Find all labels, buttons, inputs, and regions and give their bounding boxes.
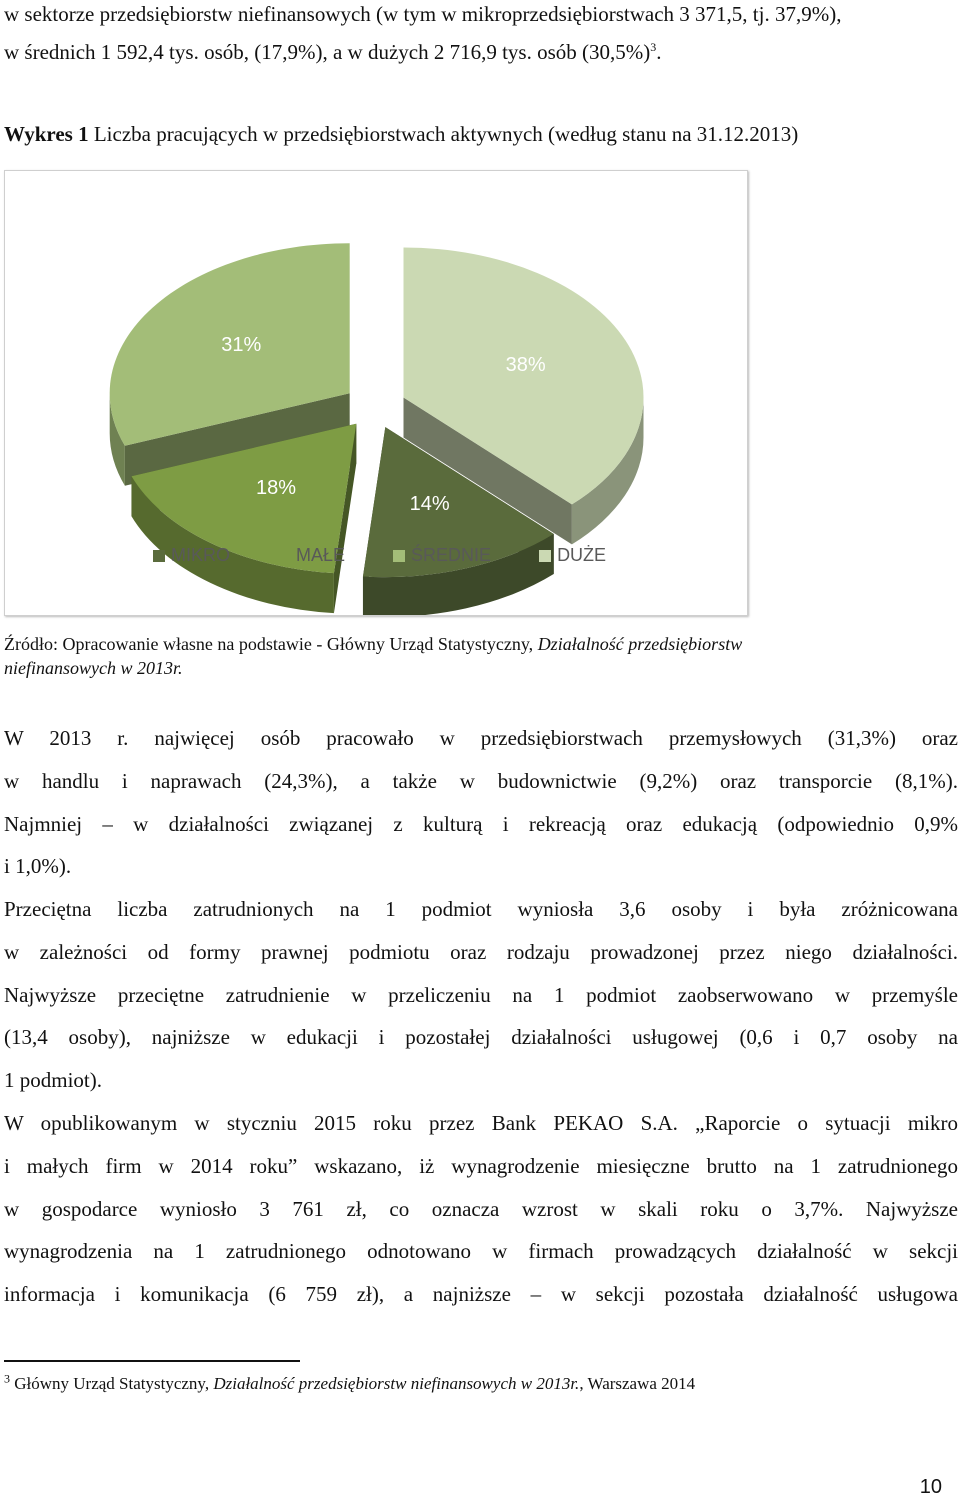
intro-line-2 xyxy=(4,40,662,65)
page-number: 10 xyxy=(919,1476,942,1498)
paragraph-3-line-3: w gospodarce wyniosło 3 761 zł, co oznacza wzrost w skali roku o 3,7%. Najwyższe xyxy=(4,1196,958,1221)
chart-legend xyxy=(153,545,606,566)
paragraph-2-line-2: w zależności od formy prawnej podmiotu oraz rodzaju prowadzonej przez niego działalności. xyxy=(4,939,958,964)
paragraph-1-line-3: Najmniej – w działalności związanej z kulturą i rekreacją oraz edukacją (odpowiednio 0,9% xyxy=(4,811,958,836)
source-prefix: Źródło: Opracowanie własne na podstawie - Główny Urząd Statystyczny, xyxy=(4,634,538,654)
legend-label: DUŻE xyxy=(557,545,607,565)
intro-line-2-end: . xyxy=(656,40,662,64)
pie-chart xyxy=(4,170,748,616)
footnote-prefix: Główny Urząd Statystyczny, xyxy=(10,1374,214,1393)
legend-item-średnie xyxy=(393,545,491,566)
figure-label: Wykres 1 xyxy=(4,122,89,146)
legend-item-małe xyxy=(278,545,345,566)
paragraph-3-line-4: wynagrodzenia na 1 zatrudnionego odnotowano w firmach prowadzących działalność w sekcji xyxy=(4,1239,958,1264)
legend-swatch xyxy=(278,550,290,562)
legend-label: MIKRO xyxy=(171,545,231,565)
source-line-1 xyxy=(4,634,958,655)
paragraph-2-line-1: Przeciętna liczba zatrudnionych na 1 podmiot wyniosła 3,6 osoby i była zróżnicowana xyxy=(4,897,958,921)
legend-item-mikro xyxy=(153,545,230,566)
paragraph-3-line-2: i małych firm w 2014 roku” wskazano, iż wynagrodzenie miesięczne brutto na 1 zatrudnionego xyxy=(4,1153,958,1178)
pie-label-duże: 38% xyxy=(505,354,546,377)
legend-swatch xyxy=(153,550,165,562)
paragraph-1-line-1: W 2013 r. najwięcej osób pracowało w przedsiębiorstwach przemysłowych (31,3%) oraz xyxy=(4,726,958,750)
footnote-separator xyxy=(4,1360,300,1362)
legend-swatch xyxy=(539,550,551,562)
figure-caption-text: Liczba pracujących w przedsiębiorstwach aktywnych (według stanu na 31.12.2013) xyxy=(88,122,799,146)
intro-line-2-text: w średnich 1 592,4 tys. osób, (17,9%), a w dużych 2 716,9 tys. osób (30,5%) xyxy=(4,40,651,64)
source-title: Działalność przedsiębiorstw xyxy=(537,634,743,654)
intro-line-1: w sektorze przedsiębiorstw niefinansowych (w tym w mikroprzedsiębiorstwach 3 371,5, tj. 37,9%), xyxy=(4,2,842,26)
legend-label: ŚREDNIE xyxy=(411,545,492,565)
pie-label-średnie: 31% xyxy=(221,334,262,357)
source-line-2 xyxy=(4,658,958,679)
footnote-suffix: , Warszawa 2014 xyxy=(579,1374,696,1393)
source-title-cont: niefinansowych w 2013r. xyxy=(4,658,183,678)
legend-item-duże xyxy=(539,545,606,566)
paragraph-1-line-2: w handlu i naprawach (24,3%), a także w budownictwie (9,2%) oraz transporcie (8,1%). xyxy=(4,768,958,793)
legend-swatch xyxy=(393,550,405,562)
footnote-ref[interactable]: 3 xyxy=(650,40,657,54)
paragraph-2-line-3: Najwyższe przeciętne zatrudnienie w przeliczeniu na 1 podmiot zaobserwowano w przemyśle xyxy=(4,982,958,1007)
pie-label-mikro: 14% xyxy=(409,492,450,515)
footnote xyxy=(4,1371,696,1394)
footnote-number: 3 xyxy=(4,1371,10,1386)
paragraph-2-line-5: 1 podmiot). xyxy=(4,1068,102,1093)
paragraph-3-line-5: informacja i komunikacja (6 759 zł), a najniższe – w sekcji pozostała działalność usługowa xyxy=(4,1282,958,1307)
paragraph-2-line-4: (13,4 osoby), najniższe w edukacji i pozostałej działalności usługowej (0,6 i 0,7 osoby na xyxy=(4,1025,958,1050)
paragraph-3-line-1: W opublikowanym w styczniu 2015 roku przez Bank PEKAO S.A. „Raporcie o sytuacji mikro xyxy=(4,1111,958,1135)
paragraph-1-line-4: i 1,0%). xyxy=(4,854,72,879)
figure-caption xyxy=(4,122,798,147)
footnote-title: Działalność przedsiębiorstw niefinansowych w 2013r. xyxy=(213,1374,580,1393)
pie-label-małe: 18% xyxy=(256,477,297,500)
legend-label: MAŁE xyxy=(296,545,346,565)
